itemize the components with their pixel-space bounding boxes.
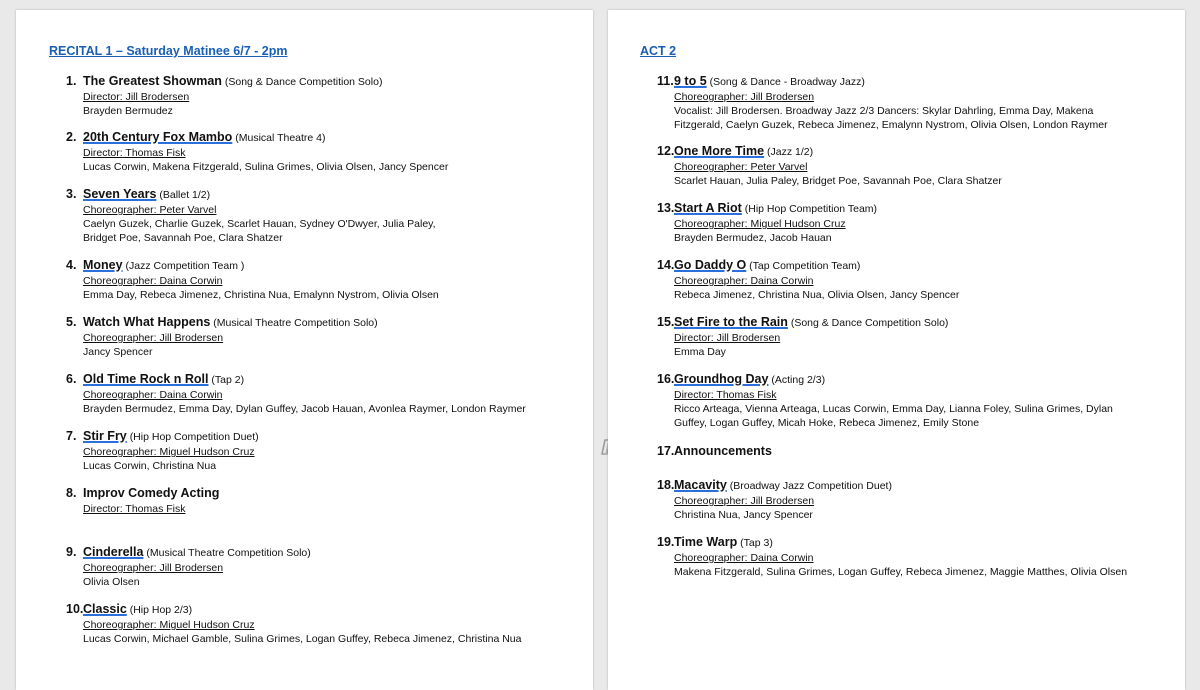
item-category: (Tap 2) bbox=[211, 374, 245, 386]
list-item bbox=[640, 257, 1185, 302]
item-performers: Makena Fitzgerald, Sulina Grimes, Logan Guffey, Rebeca Jimenez, Maggie Matthes, Olivia Olsen bbox=[674, 566, 1128, 578]
item-category: (Jazz 1/2) bbox=[767, 146, 814, 158]
item-category: (Hip Hop Competition Duet) bbox=[129, 431, 259, 443]
item-number: 7. bbox=[66, 429, 77, 443]
page-title: ACT 2 bbox=[640, 44, 677, 58]
item-performers: Lucas Corwin, Michael Gamble, Sulina Grimes, Logan Guffey, Rebeca Jimenez, Christina Nua bbox=[83, 633, 522, 645]
item-credit: Director: Jill Brodersen bbox=[83, 91, 190, 103]
item-performers: Lucas Corwin, Christina Nua bbox=[83, 460, 217, 472]
item-performers: Fitzgerald, Caelyn Guzek, Rebeca Jimenez, Emalynn Nystrom, Olivia Olsen, London Raymer bbox=[674, 119, 1108, 131]
item-number: 12. bbox=[657, 144, 675, 158]
item-performers: Caelyn Guzek, Charlie Guzek, Scarlet Hauan, Sydney O'Dwyer, Julia Paley, bbox=[83, 218, 436, 230]
item-title: One More Time bbox=[674, 144, 765, 158]
item-credit: Choreographer: Jill Brodersen bbox=[674, 495, 815, 507]
list-item bbox=[49, 371, 593, 416]
item-credit: Director: Thomas Fisk bbox=[674, 389, 777, 401]
item-category: (Song & Dance - Broadway Jazz) bbox=[709, 76, 865, 88]
item-title: Watch What Happens bbox=[83, 315, 211, 329]
program-list bbox=[640, 73, 1185, 579]
list-item bbox=[49, 428, 593, 473]
item-title: Time Warp bbox=[674, 535, 738, 549]
item-credit: Choreographer: Jill Brodersen bbox=[674, 91, 815, 103]
item-category: (Musical Theatre 4) bbox=[235, 132, 326, 144]
item-category: (Tap Competition Team) bbox=[749, 260, 861, 272]
item-category: (Broadway Jazz Competition Duet) bbox=[729, 480, 892, 492]
item-title: The Greatest Showman bbox=[83, 74, 222, 88]
list-item bbox=[640, 477, 1185, 522]
item-category: (Hip Hop Competition Team) bbox=[744, 203, 878, 215]
item-number: 9. bbox=[66, 545, 77, 559]
list-item bbox=[49, 129, 593, 174]
list-item bbox=[49, 73, 593, 118]
item-credit: Choreographer: Miguel Hudson Cruz bbox=[83, 619, 255, 631]
item-performers: Olivia Olsen bbox=[83, 576, 140, 588]
item-title: Classic bbox=[83, 602, 127, 616]
list-item bbox=[49, 257, 593, 302]
item-number: 2. bbox=[66, 130, 77, 144]
list-item bbox=[640, 143, 1185, 188]
item-number: 5. bbox=[66, 315, 77, 329]
item-number: 18. bbox=[657, 478, 675, 492]
item-title: Stir Fry bbox=[83, 429, 127, 443]
list-item bbox=[49, 601, 593, 646]
document-page-right bbox=[608, 10, 1185, 690]
item-number: 3. bbox=[66, 187, 77, 201]
item-credit: Choreographer: Miguel Hudson Cruz bbox=[674, 218, 846, 230]
item-title: Groundhog Day bbox=[674, 372, 769, 386]
item-credit: Choreographer: Peter Varvel bbox=[83, 204, 217, 216]
item-performers: Ricco Arteaga, Vienna Arteaga, Lucas Corwin, Emma Day, Lianna Foley, Sulina Grimes, Dylan bbox=[674, 403, 1113, 415]
list-item bbox=[640, 200, 1185, 245]
item-title: Old Time Rock n Roll bbox=[83, 372, 209, 386]
item-performers: Guffey, Logan Guffey, Micah Hoke, Rebeca Jimenez, Emily Stone bbox=[674, 417, 980, 429]
item-number: 15. bbox=[657, 315, 675, 329]
program-list bbox=[49, 73, 593, 646]
item-number: 1. bbox=[66, 74, 77, 88]
list-item bbox=[640, 314, 1185, 359]
item-credit: Choreographer: Jill Brodersen bbox=[83, 332, 224, 344]
item-title: Go Daddy O bbox=[674, 258, 747, 272]
item-credit: Director: Jill Brodersen bbox=[674, 332, 781, 344]
item-category: (Jazz Competition Team ) bbox=[125, 260, 245, 272]
item-title: Announcements bbox=[674, 444, 772, 458]
item-performers: Brayden Bermudez bbox=[83, 105, 173, 117]
list-item bbox=[49, 544, 593, 589]
item-number: 13. bbox=[657, 201, 675, 215]
item-number: 14. bbox=[657, 258, 675, 272]
item-credit: Choreographer: Miguel Hudson Cruz bbox=[83, 446, 255, 458]
item-performers: Christina Nua, Jancy Spencer bbox=[674, 509, 813, 521]
item-credit: Director: Thomas Fisk bbox=[83, 503, 186, 515]
item-title: Macavity bbox=[674, 478, 727, 492]
item-category: (Hip Hop 2/3) bbox=[129, 604, 193, 616]
item-performers: Vocalist: Jill Brodersen. Broadway Jazz 2/3 Dancers: Skylar Dahrling, Emma Day, Makena bbox=[674, 105, 1094, 117]
item-category: (Musical Theatre Competition Solo) bbox=[213, 317, 378, 329]
item-category: (Tap 3) bbox=[740, 537, 773, 549]
item-performers: Emma Day, Rebeca Jimenez, Christina Nua, Emalynn Nystrom, Olivia Olsen bbox=[83, 289, 439, 301]
item-number: 11. bbox=[657, 74, 674, 88]
document-page-left bbox=[16, 10, 593, 690]
item-number: 19. bbox=[657, 535, 675, 549]
item-credit: Choreographer: Daina Corwin bbox=[674, 275, 814, 287]
list-item bbox=[640, 73, 1185, 132]
item-title: Start A Riot bbox=[674, 201, 742, 215]
item-title: Money bbox=[83, 258, 123, 272]
item-credit: Choreographer: Jill Brodersen bbox=[83, 562, 224, 574]
item-number: 17. bbox=[657, 444, 675, 458]
item-title: Cinderella bbox=[83, 545, 144, 559]
item-performers: Jancy Spencer bbox=[83, 346, 153, 358]
list-item bbox=[640, 534, 1185, 579]
item-performers: Brayden Bermudez, Emma Day, Dylan Guffey, Jacob Hauan, Avonlea Raymer, London Raymer bbox=[83, 403, 526, 415]
list-item bbox=[49, 314, 593, 359]
item-performers: Brayden Bermudez, Jacob Hauan bbox=[674, 232, 832, 244]
item-category: (Ballet 1/2) bbox=[159, 189, 211, 201]
item-number: 4. bbox=[66, 258, 77, 272]
list-item bbox=[49, 186, 593, 245]
list-item bbox=[640, 443, 1185, 460]
item-performers: Rebeca Jimenez, Christina Nua, Olivia Olsen, Jancy Spencer bbox=[674, 289, 960, 301]
page-title: RECITAL 1 – Saturday Matinee 6/7 - 2pm bbox=[49, 44, 288, 58]
item-category: (Musical Theatre Competition Solo) bbox=[146, 547, 311, 559]
list-item bbox=[49, 485, 593, 516]
item-credit: Choreographer: Daina Corwin bbox=[674, 552, 814, 564]
item-credit: Choreographer: Daina Corwin bbox=[83, 275, 223, 287]
item-number: 16. bbox=[657, 372, 675, 386]
item-number: 10. bbox=[66, 602, 84, 616]
item-title: 9 to 5 bbox=[674, 74, 707, 88]
item-title: Set Fire to the Rain bbox=[674, 315, 788, 329]
item-performers: Bridget Poe, Savannah Poe, Clara Shatzer bbox=[83, 232, 283, 244]
item-number: 6. bbox=[66, 372, 77, 386]
item-performers: Scarlet Hauan, Julia Paley, Bridget Poe, Savannah Poe, Clara Shatzer bbox=[674, 175, 1002, 187]
item-credit: Choreographer: Daina Corwin bbox=[83, 389, 223, 401]
item-title: Improv Comedy Acting bbox=[83, 486, 220, 500]
item-title: Seven Years bbox=[83, 187, 157, 201]
list-item bbox=[640, 371, 1185, 430]
item-performers: Lucas Corwin, Makena Fitzgerald, Sulina Grimes, Olivia Olsen, Jancy Spencer bbox=[83, 161, 449, 173]
item-performers: Emma Day bbox=[674, 346, 726, 358]
item-credit: Choreographer: Peter Varvel bbox=[674, 161, 808, 173]
item-category: (Song & Dance Competition Solo) bbox=[224, 76, 383, 88]
item-title: 20th Century Fox Mambo bbox=[83, 130, 233, 144]
item-number: 8. bbox=[66, 486, 77, 500]
item-category: (Song & Dance Competition Solo) bbox=[790, 317, 949, 329]
item-credit: Director: Thomas Fisk bbox=[83, 147, 186, 159]
item-category: (Acting 2/3) bbox=[771, 374, 826, 386]
